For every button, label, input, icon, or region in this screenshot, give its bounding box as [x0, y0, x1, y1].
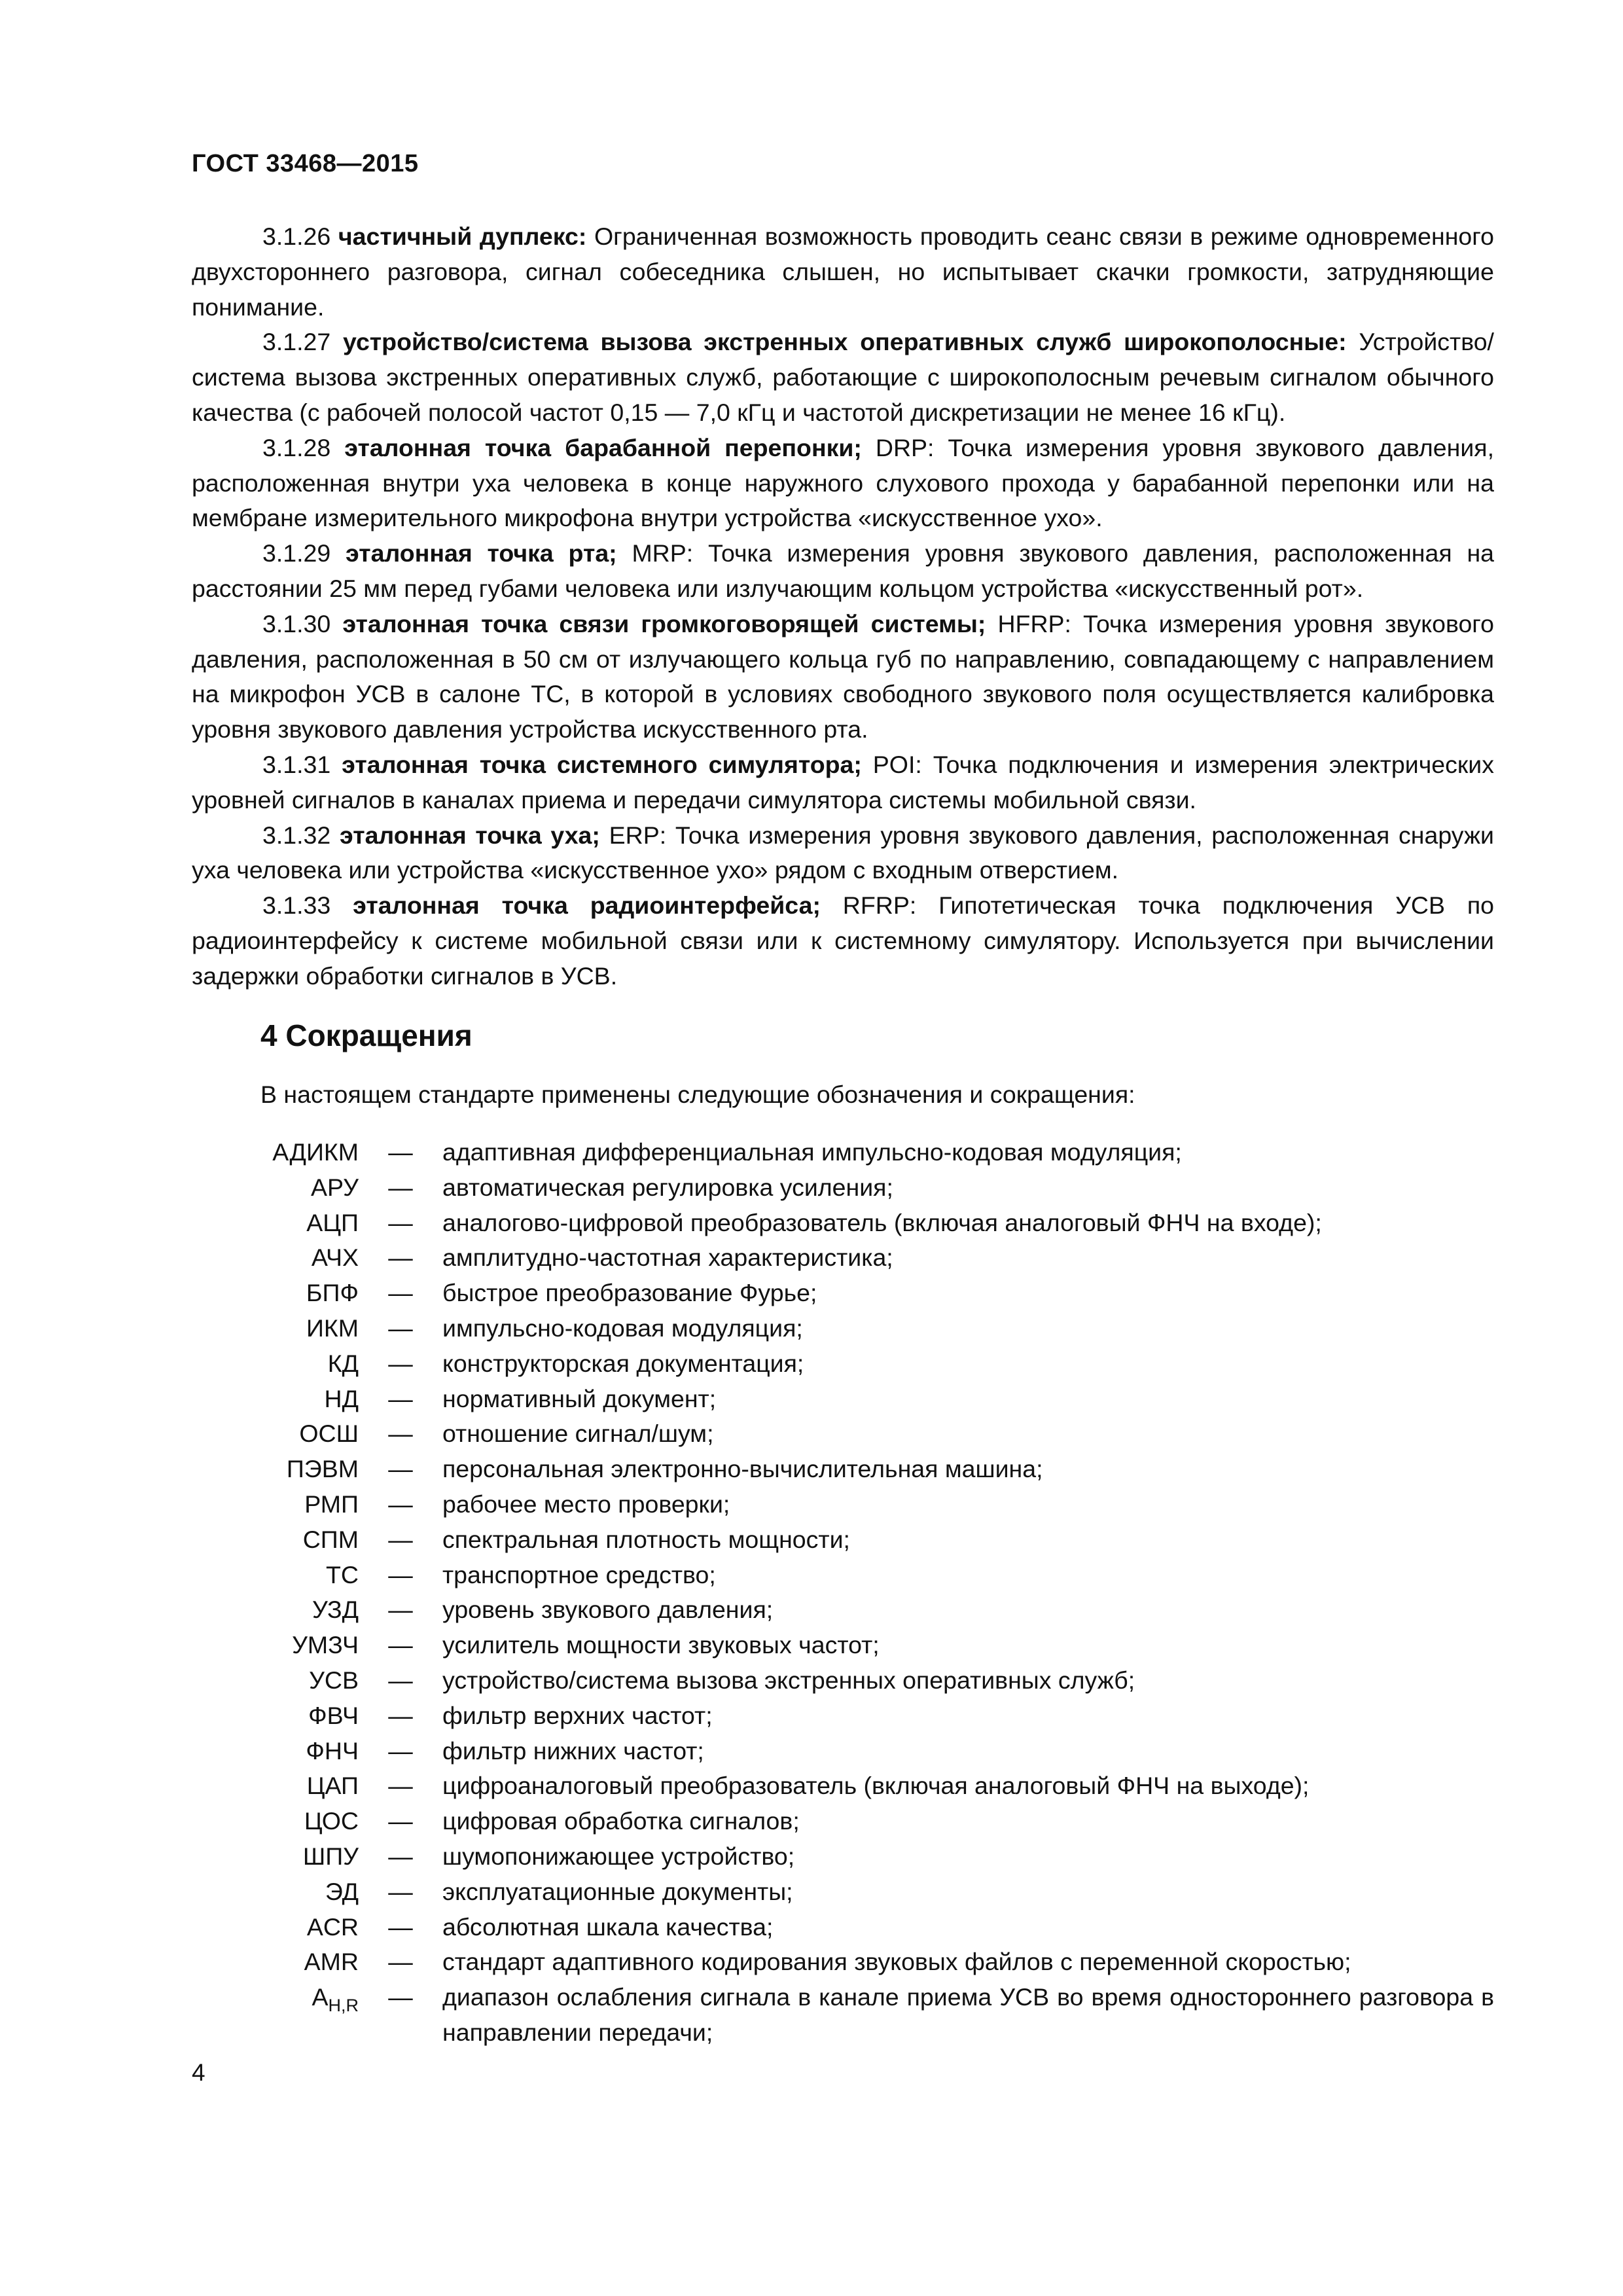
abbreviation-term: УЗД: [312, 1596, 359, 1624]
dash: —: [388, 1842, 413, 1870]
abbreviation-row: [192, 1698, 1494, 1734]
abbreviation-definition: быстрое преобразование Фурье;: [442, 1279, 817, 1307]
abbreviation-term: БПФ: [306, 1279, 359, 1307]
term-number: 3.1.26: [262, 223, 331, 250]
term-number: 3.1.32: [262, 821, 331, 849]
abbreviation-row: [192, 1910, 1494, 1945]
abbreviation-term: АРУ: [310, 1173, 359, 1201]
dash: —: [388, 1490, 413, 1518]
dash: —: [388, 1208, 413, 1236]
term-definition: : Точка подключения и измерения электрических уровней сигналов в каналах приема и передачи симулятора системы мобильной связи.: [192, 750, 1494, 814]
term-definition: : Гипотетическая точка подключения УСВ по радиоинтерфейсу к системе мобильной связи или к системному симулятору. Используется при вычислении задержки обработки сигналов в УСВ.: [192, 891, 1495, 990]
abbreviation-term: АЦП: [306, 1208, 359, 1236]
abbreviation-term: УМЗЧ: [292, 1631, 359, 1659]
abbreviation-row: [192, 1452, 1494, 1487]
dash: —: [388, 1736, 413, 1765]
term-definition: Ограниченная возможность проводить сеанс связи в режиме одновременного двухстороннего разговора, сигнал собеседника слышен, но испытывает скачки громкости, затрудняющие понимание.: [192, 223, 1494, 321]
dash: —: [388, 1983, 413, 2011]
abbreviation-term: ОСШ: [299, 1420, 359, 1448]
dash: —: [388, 1173, 413, 1201]
term-3-1-27: [192, 325, 1494, 430]
term-abbr: RFRP: [820, 891, 910, 920]
dash: —: [388, 1596, 413, 1624]
term-abbr: DRP: [861, 433, 928, 461]
abbreviation-term: ФНЧ: [306, 1736, 359, 1765]
term-3-1-29: [192, 536, 1494, 607]
dash: —: [388, 1279, 413, 1307]
abbreviation-row: [192, 1592, 1494, 1628]
term-abbr: HFRP: [986, 609, 1065, 637]
term-number: 3.1.30: [262, 609, 331, 637]
dash: —: [388, 1772, 413, 1800]
dash: —: [388, 1420, 413, 1448]
dash: —: [388, 1525, 413, 1553]
abbreviation-term: НД: [324, 1384, 359, 1412]
term-number: 3.1.31: [262, 750, 331, 778]
term-definition: : Точка измерения уровня звукового давления, расположенная внутри уха человека в конце наружного слухового прохода у барабанной перепонки или на мембране измерительного микрофона внутри устройства «искусственное ухо».: [192, 433, 1495, 532]
abbreviation-definition: шумопонижающее устройство;: [442, 1842, 795, 1870]
abbreviation-definition: эксплуатационные документы;: [442, 1877, 793, 1905]
term-name: эталонная точка барабанной перепонки;: [344, 433, 862, 461]
term-abbr: ERP: [599, 821, 660, 849]
dash: —: [388, 1384, 413, 1412]
dash: —: [388, 1314, 413, 1342]
document-header: ГОСТ 33468—2015: [192, 150, 419, 177]
dash: —: [388, 1701, 413, 1729]
abbreviation-term: ТС: [326, 1560, 359, 1588]
abbreviation-row: [192, 1768, 1494, 1804]
term-definition: : Точка измерения уровня звукового давления, расположенная на расстоянии 25 мм перед губами человека или излучающим кольцом устройства «искусственный рот».: [192, 539, 1495, 602]
term-name: частичный дуплекс:: [338, 223, 587, 250]
abbreviation-definition: нормативный документ;: [442, 1384, 717, 1412]
abbreviation-term: AMR: [304, 1948, 359, 1976]
term-definition: : Точка измерения уровня звукового давления, расположенная в 50 см от излучающего кольца губ по направлению, совпадающему с направлением на микрофон УСВ в салоне ТС, в которой в условиях свободного звукового поля осуществляется калибровка уровня звукового давления устройства искусственного рта.: [192, 609, 1495, 744]
abbreviation-row: [192, 1663, 1494, 1698]
abbreviation-definition: отношение сигнал/шум;: [442, 1420, 714, 1448]
abbreviations-list: [192, 1135, 1494, 2051]
abbreviation-term: УСВ: [309, 1666, 359, 1694]
dash: —: [388, 1455, 413, 1483]
abbreviation-term: ЭД: [325, 1877, 359, 1905]
term-name: эталонная точка уха;: [340, 821, 600, 849]
abbreviation-term: ИКМ: [306, 1314, 359, 1342]
abbreviation-term: ФВЧ: [308, 1701, 359, 1729]
abbreviation-definition: аналогово-цифровой преобразователь (включая аналоговый ФНЧ на входе);: [442, 1208, 1322, 1236]
term-abbr: MRP: [616, 539, 687, 567]
abbreviation-row: [192, 1628, 1494, 1663]
term-name: эталонная точка радиоинтерфейса;: [353, 891, 821, 920]
dash: —: [388, 1349, 413, 1377]
dash: —: [388, 1877, 413, 1905]
abbreviation-definition: конструкторская документация;: [442, 1349, 804, 1377]
abbreviation-term: РМП: [304, 1490, 359, 1518]
term-3-1-30: [192, 607, 1494, 747]
abbreviation-row: [192, 1382, 1494, 1417]
symbol-base: A: [312, 1983, 329, 2011]
abbreviation-definition: усилитель мощности звуковых частот;: [442, 1631, 880, 1659]
abbreviation-row: [192, 1945, 1494, 1980]
abbreviation-row: [192, 1558, 1494, 1593]
term-3-1-26: [192, 219, 1494, 325]
dash: —: [388, 1948, 413, 1976]
abbreviation-term: КД: [327, 1349, 359, 1377]
dash: —: [388, 1138, 413, 1166]
abbreviation-row: [192, 1170, 1494, 1206]
abbreviation-term: ЦОС: [304, 1807, 359, 1835]
term-name: устройство/система вызова экстренных оперативных служб широкополосные:: [343, 328, 1347, 356]
abbreviation-row-a-hr: [192, 1980, 1494, 2051]
abbreviation-row: [192, 1276, 1494, 1311]
abbreviation-row: [192, 1839, 1494, 1874]
abbreviation-definition: транспортное средство;: [442, 1560, 716, 1588]
dash: —: [388, 1244, 413, 1272]
term-3-1-32: [192, 818, 1494, 889]
abbreviation-term: ПЭВМ: [286, 1455, 359, 1483]
page-number: 4: [192, 2059, 205, 2086]
abbreviation-definition: амплитудно-частотная характеристика;: [442, 1244, 893, 1272]
term-name: эталонная точка системного симулятора;: [342, 750, 862, 778]
abbreviation-term: ЦАП: [306, 1772, 359, 1800]
symbol-subscript: H,R: [328, 1996, 359, 2016]
term-3-1-33: [192, 888, 1494, 994]
dash: —: [388, 1631, 413, 1659]
abbreviation-row: [192, 1874, 1494, 1910]
abbreviation-row: [192, 1522, 1494, 1558]
abbreviation-definition: импульсно-кодовая модуляция;: [442, 1314, 803, 1342]
term-number: 3.1.29: [262, 539, 331, 567]
term-3-1-31: [192, 747, 1494, 818]
abbreviation-term: ШПУ: [302, 1842, 359, 1870]
abbreviation-definition: цифровая обработка сигналов;: [442, 1807, 800, 1835]
abbreviation-definition: уровень звукового давления;: [442, 1596, 774, 1624]
abbreviation-row: [192, 1734, 1494, 1769]
term-name: эталонная точка рта;: [346, 539, 617, 567]
abbreviation-definition: персональная электронно-вычислительная машина;: [442, 1455, 1043, 1483]
dash: —: [388, 1560, 413, 1588]
term-number: 3.1.28: [262, 433, 331, 461]
abbreviation-definition: устройство/система вызова экстренных оперативных служб;: [442, 1666, 1135, 1694]
term-number: 3.1.27: [262, 328, 331, 356]
term-3-1-28: [192, 431, 1494, 536]
dash: —: [388, 1807, 413, 1835]
abbreviation-term: АДИКМ: [272, 1138, 359, 1166]
abbreviation-row: [192, 1416, 1494, 1452]
section-title: 4 Сокращения: [260, 1018, 473, 1052]
abbreviation-definition: спектральная плотность мощности;: [442, 1525, 850, 1553]
abbreviation-definition: абсолютная шкала качества;: [442, 1912, 774, 1941]
term-name: эталонная точка связи громкоговорящей системы;: [342, 609, 986, 637]
term-abbr: POI: [861, 750, 916, 778]
abbreviation-row: [192, 1346, 1494, 1382]
abbreviation-definition: цифроаналоговый преобразователь (включая аналоговый ФНЧ на выходе);: [442, 1772, 1310, 1800]
dash: —: [388, 1912, 413, 1941]
abbreviation-term: [192, 1980, 359, 2051]
terms-list: [192, 219, 1494, 994]
abbreviation-row: [192, 1206, 1494, 1241]
abbreviation-definition: стандарт адаптивного кодирования звуковых файлов с переменной скоростью;: [442, 1948, 1351, 1976]
abbreviation-term: СПМ: [302, 1525, 359, 1553]
abbreviation-definition: фильтр верхних частот;: [442, 1701, 713, 1729]
abbreviation-row: [192, 1804, 1494, 1839]
abbreviation-definition: фильтр нижних частот;: [442, 1736, 704, 1765]
abbreviation-term: ACR: [306, 1912, 359, 1941]
term-definition: Устройство/система вызова экстренных оперативных служб, работающие с широкополосным речевым сигналом обычного качества (с рабочей полосой частот 0,15 — 7,0 кГц и частотой дискретизации не менее 16 кГц).: [192, 328, 1494, 426]
abbreviation-row: [192, 1135, 1494, 1170]
abbreviation-row: [192, 1240, 1494, 1276]
abbreviation-row: [192, 1311, 1494, 1346]
section-intro: В настоящем стандарте применены следующие обозначения и сокращения:: [260, 1081, 1135, 1108]
abbreviation-definition: автоматическая регулировка усиления;: [442, 1173, 893, 1201]
abbreviation-term: АЧХ: [311, 1244, 359, 1272]
abbreviation-definition: рабочее место проверки;: [442, 1490, 730, 1518]
term-definition: : Точка измерения уровня звукового давления, расположенная снаружи уха человека или устройства «искусственное ухо» рядом с входным отверстием.: [192, 821, 1495, 884]
dash: —: [388, 1666, 413, 1694]
abbreviation-definition: адаптивная дифференциальная импульсно-кодовая модуляция;: [442, 1138, 1182, 1166]
abbreviation-row: [192, 1487, 1494, 1522]
abbreviation-definition: диапазон ослабления сигнала в канале приема УСВ во время одностороннего разговора в направлении передачи;: [442, 1983, 1494, 2046]
term-number: 3.1.33: [262, 891, 331, 920]
